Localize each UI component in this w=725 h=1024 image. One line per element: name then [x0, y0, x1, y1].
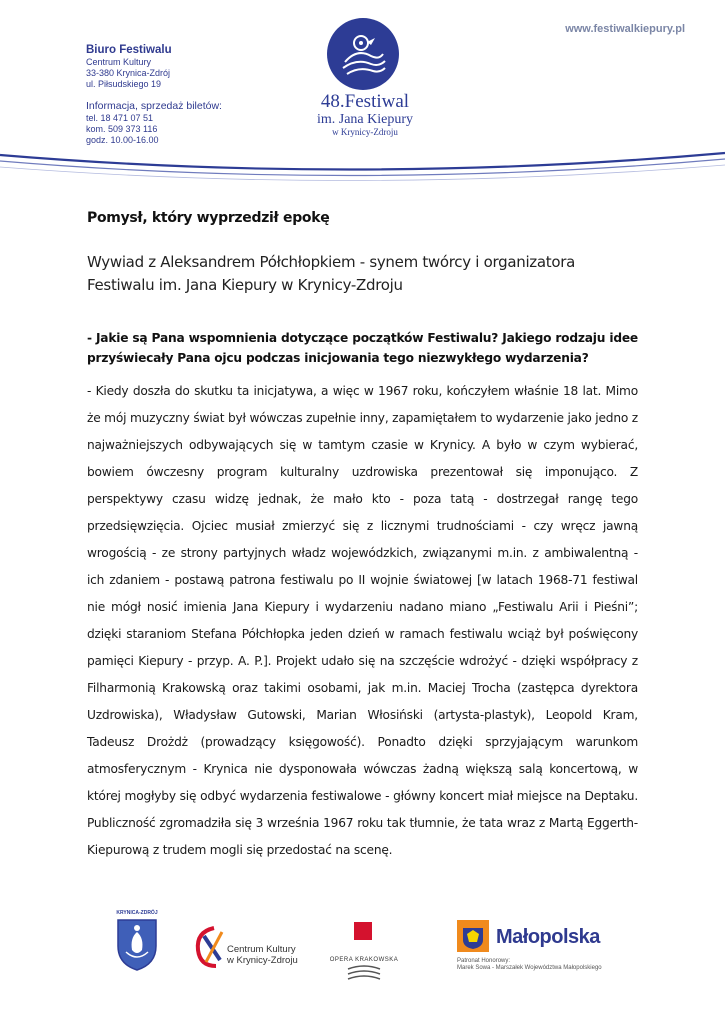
bird-emblem-icon — [327, 18, 399, 90]
opera-wave-icon — [326, 963, 402, 983]
malopolska-emblem-icon — [457, 920, 489, 952]
patronage-text — [457, 958, 602, 972]
office-line: Centrum Kultury — [86, 57, 152, 67]
ck-line1: Centrum Kultury — [227, 944, 296, 955]
ck-mark-icon — [190, 922, 230, 972]
document-subtitle: Wywiad z Aleksandrem Półchłopkiem - synem twórcy i organizatora Festiwalu im. Jana Kiepury w Krynicy-Zdroju — [87, 253, 575, 294]
opera-krakowska-logo — [326, 920, 402, 988]
office-contact-line: kom. 509 373 116 — [86, 124, 158, 134]
office-info-title: Informacja, sprzedaż biletów: — [86, 100, 222, 112]
office-title: Biuro Festiwalu — [86, 44, 172, 56]
ck-line2: w Krynicy-Zdroju — [227, 955, 298, 966]
logo-text — [300, 92, 430, 138]
logo-line-patron: im. Jana Kiepury — [316, 112, 414, 127]
festival-logo — [300, 18, 430, 148]
interview-question: - Jakie są Pana wspomnienia dotyczące początków Festiwalu? Jakiego rodzaju idee przyświecały Pana ojcu podczas inicjowania tego niezwykłego wydarzenia? — [87, 331, 638, 365]
logo-line-place: w Krynicy-Zdroju — [332, 127, 398, 137]
office-line: ul. Piłsudskiego 19 — [86, 79, 162, 89]
patron-title: Patronat Honorowy: — [457, 958, 511, 964]
opera-label: OPERA KRAKOWSKA — [329, 957, 399, 963]
krynica-shield-icon — [112, 916, 162, 972]
patron-name: Marek Sowa - Marszałek Województwa Małopolskiego — [457, 965, 602, 971]
document-title: Pomysł, który wyprzedził epokę — [87, 210, 330, 226]
office-contact-line: tel. 18 471 07 51 — [86, 113, 154, 123]
header-website-link[interactable]: www.festiwalkiepury.pl — [565, 23, 685, 35]
malopolska-wordmark: Małopolska — [496, 926, 600, 948]
centrum-kultury-logo — [190, 922, 310, 972]
logo-line-festival: 48.Festiwal — [320, 91, 410, 112]
office-line: 33-380 Krynica-Zdrój — [86, 68, 171, 78]
krynica-zdroj-logo — [112, 910, 162, 977]
header-swoosh-divider — [0, 145, 725, 185]
opera-red-square-icon — [326, 920, 402, 950]
krynica-label: KRYNICA-ZDRÓJ — [116, 910, 158, 916]
ck-text — [227, 944, 298, 966]
festival-office-info — [86, 43, 222, 146]
interview-answer: - Kiedy doszła do skutku ta inicjatywa, a więc w 1967 roku, kończyłem właśnie 18 lat. Mimo że mój muzyczny świat był wówczas zupełnie inny, zapamiętałem to wydarzenie jako jedno z najważniejszych odbywających się w tamtym czasie w Krynicy. A było w czym wybierać, bowiem ówczesny program kulturalny uzdrowiska prezentował się imponująco. Z perspektywy czasu widzę jednak, że mało kto - poza tatą - dostrzegał rangę tego przedsięwzięcia. Ojciec musiał zmierzyć się z licznymi trudnościami - czy wręcz jawną wrogością - ze strony partyjnych władz wojewódzkich, związanymi m.in. z ambiwalentną - ich zdaniem - postawą patrona festiwalu po II wojnie światowej [w latach 1968-71 festiwal nie mógł nosić imienia Jana Kiepury i wydarzeniu nadano miano „Festiwalu Arii i Pieśni”; dzięki staraniom Stefana Półchłopka jeden dzień w ramach festiwalu wciąż był poświęcony pamięci Kiepury - przyp. A. P.]. Projekt udało się na szczęście wdrożyć - dzięki współpracy z Filharmonią Krakowską oraz takimi osobami, jak m.in. Maciej Trocha (zastępca dyrektora Uzdrowiska), Władysław Gutowski, Marian Włosiński (artysta-plastyk), Leopold Kram, Tadeusz Drożdż (prowadzący księgowość). Ponadto dzięki sprzyjającym warunkom atmosferycznym - Krynica nie dysponowała wówczas żadną większą salą koncertową, w której mogłyby się odbyć wydarzenia festiwalowe - główny koncert miał miejsce na Deptaku. Publiczność zgromadziła się 3 września 1967 roku tak tłumnie, że tata wraz z Martą Eggerth-Kiepurową z trudem mogli się przedostać na scenę. — [87, 384, 638, 857]
sponsor-footer — [0, 910, 725, 990]
office-contact-line: godz. 10.00-16.00 — [86, 135, 159, 145]
